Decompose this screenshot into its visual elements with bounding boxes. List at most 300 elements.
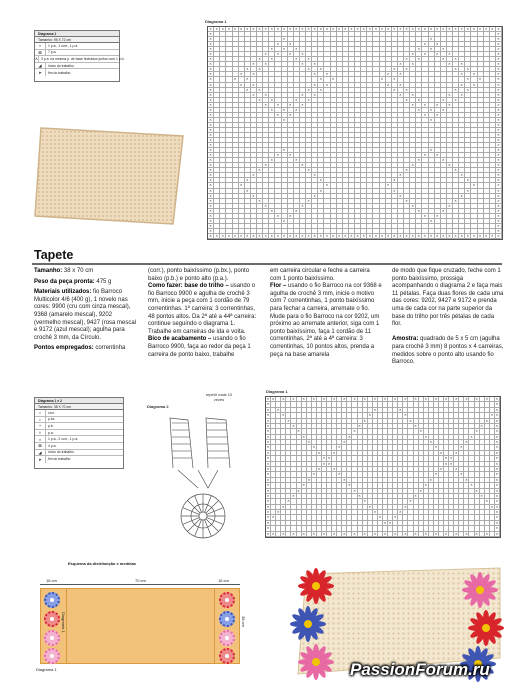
legend-title: Diagrama 1 e 2 [35, 398, 123, 404]
grid-cell: × [495, 433, 499, 439]
grid-cell: × [495, 471, 499, 477]
grid-cell: × [208, 214, 214, 219]
grid-cell: × [496, 93, 502, 98]
grid-cell: × [332, 530, 336, 536]
grid-cell: × [208, 158, 214, 163]
grid-cell: × [471, 234, 477, 239]
grid-cell: × [478, 27, 484, 32]
grid-cell: × [307, 476, 310, 482]
grid-cell: × [429, 47, 435, 52]
grid-cell: × [392, 234, 398, 239]
grid-cell: × [429, 118, 435, 123]
grid-cell: × [496, 57, 502, 62]
grid-cell: × [383, 530, 387, 536]
grid-cell: × [495, 503, 499, 509]
grid-cell: × [496, 37, 502, 42]
grid-cell: × [266, 466, 270, 471]
grid-cell: × [302, 433, 305, 439]
text-column-1: Tamanho: 38 x 70 cm Peso da peça pronta: 475 g Materiais utilizados: fio Barroco Multicolor 4/6 (400 g), 1 novelo nas cores: 9900 (cru com cinza mescal), 9368 (amarelo mescal), 9202 (vermelho mescal), 9427 (rosa mescal e 9172 (azul mescal); agulha para crochê 3 mm, da Círculo. Pontos empregados: correntinha [34, 268, 137, 352]
grid-cell: × [495, 519, 499, 525]
legend-row [35, 456, 123, 463]
grid-cell: × [332, 396, 336, 401]
grid-cell: × [496, 163, 502, 168]
grid-cell: × [353, 396, 356, 401]
grid-cell: × [312, 62, 318, 67]
legend-row [35, 423, 123, 430]
grid-cell: × [208, 209, 214, 214]
grid-cell: × [465, 439, 468, 445]
grid-cell: × [337, 234, 343, 239]
grid-cell: × [275, 42, 281, 47]
grid-cell: × [349, 27, 355, 32]
grid-cell: × [266, 482, 270, 488]
legend-symbol: • [35, 417, 46, 423]
grid-cell: × [318, 234, 324, 239]
grid-cell: × [322, 455, 326, 461]
grid-cell: × [297, 428, 300, 434]
grid-cell: × [282, 219, 288, 224]
grid-cell: × [404, 199, 410, 204]
grid-cell: × [367, 27, 373, 32]
grid-cell: × [363, 498, 366, 504]
grid-cell: × [208, 224, 214, 229]
grid-cell: × [269, 98, 275, 103]
grid-cell: × [484, 27, 490, 32]
grid-cell: × [465, 189, 471, 194]
grid-cell: × [300, 163, 306, 168]
grid-cell: × [378, 514, 382, 520]
grid-cell: × [282, 27, 288, 32]
grid-cell: × [266, 417, 270, 423]
grid-cell: × [318, 27, 324, 32]
grid-cell: × [239, 183, 245, 188]
grid-cell: × [294, 209, 300, 214]
grid-cell: × [343, 476, 346, 482]
grid-cell: × [288, 113, 294, 118]
grid-cell: × [271, 396, 275, 401]
legend-title: Diagrama 1 [35, 31, 119, 37]
grid-cell: × [496, 148, 502, 153]
grid-cell: × [263, 163, 269, 168]
grid-cell: × [368, 412, 371, 418]
grid-cell: × [465, 396, 468, 401]
grid-cell: × [275, 52, 281, 57]
grid-cell: × [495, 525, 499, 531]
grid-cell: × [257, 88, 263, 93]
grid-cell: × [266, 449, 270, 455]
grid-cell: × [294, 234, 300, 239]
grid-cell: × [306, 88, 312, 93]
grid-cell: × [441, 27, 447, 32]
grid-cell: × [495, 455, 499, 461]
grid-cell: × [361, 27, 367, 32]
grid-cell: × [233, 77, 239, 82]
grid-cell: × [394, 530, 397, 536]
grid-cell: × [208, 93, 214, 98]
scheme-flower-pink [44, 630, 60, 646]
grid-cell: × [380, 77, 386, 82]
grid-cell: × [496, 103, 502, 108]
grid-cell: × [318, 88, 324, 93]
grid-cell: × [404, 67, 410, 72]
grid-cell: × [208, 143, 214, 148]
grid-cell: × [459, 234, 465, 239]
grid-cell: × [485, 498, 488, 504]
grid-cell: × [380, 234, 386, 239]
watermark: PassionForum.ru [350, 660, 490, 679]
grid-cell: × [496, 128, 502, 133]
grid-cell: × [453, 67, 459, 72]
diagram2-spoke [187, 500, 200, 513]
legend-text: p.bx. [48, 417, 56, 422]
grid-cell: × [331, 27, 337, 32]
legend-row [35, 450, 123, 457]
legend-row [35, 43, 119, 50]
grid-cell: × [496, 98, 502, 103]
grid-cell: × [266, 530, 270, 536]
legend-text: 4 p.a. [48, 443, 57, 448]
grid-cell: × [226, 234, 232, 239]
grid-cell: × [288, 27, 294, 32]
legend-row [35, 410, 123, 417]
grid-cell: × [300, 52, 306, 57]
grid-cell: × [496, 47, 502, 52]
grid-cell: × [373, 406, 377, 412]
grid-cell: × [496, 173, 502, 178]
grid-cell: × [484, 234, 490, 239]
grid-cell: × [257, 98, 263, 103]
grid-cell: × [410, 163, 416, 168]
grid-cell: × [496, 83, 502, 88]
grid-cell: × [398, 27, 404, 32]
measure-line [40, 584, 240, 585]
legend-symbol: ➤ [35, 69, 46, 76]
legend-text: p.b. [48, 423, 54, 428]
distribution-title: Esquema da distribuição e medidas [68, 561, 137, 566]
grid-cell: × [208, 219, 214, 224]
grid-cell: × [257, 27, 263, 32]
grid-cell: × [368, 503, 371, 509]
grid-cell: × [399, 406, 402, 412]
grid-cell: × [424, 530, 427, 536]
grid-cell: × [312, 83, 318, 88]
grid-cell: × [251, 27, 257, 32]
grid-cell: × [363, 417, 366, 423]
measure-right: 16 cm [218, 578, 229, 583]
grid-cell: × [208, 62, 214, 67]
scheme-flower-blue-2 [219, 611, 235, 627]
grid-cell: × [208, 194, 214, 199]
grid-cell: × [300, 27, 306, 32]
grid-cell: × [441, 158, 447, 163]
legend-size: Tamanho: 95 X 72 cm [35, 37, 119, 43]
grid-cell: × [380, 27, 386, 32]
legend-text: 1 p.a., 2 corr., 1 p.a. [48, 437, 79, 442]
grid-cell: × [410, 93, 416, 98]
grid-cell: × [416, 209, 422, 214]
grid-cell: × [496, 204, 502, 209]
grid-cell: × [263, 62, 269, 67]
grid-cell: × [266, 455, 270, 461]
grid-cell: × [478, 234, 484, 239]
legend-text: 3 p.a. na mesma p. de base fechados juntos com 1 p.b. [40, 56, 125, 61]
grid-cell: × [266, 514, 270, 520]
grid-cell: × [424, 433, 427, 439]
scheme-height: 38 cm [241, 616, 246, 627]
grid-cell: × [266, 444, 270, 450]
grid-cell: × [302, 482, 305, 488]
scheme-flower-red-3 [219, 648, 235, 664]
grid-cell: × [220, 234, 226, 239]
grid-cell: × [220, 27, 226, 32]
legend-size: Tamanho: 38 X 70 cm [35, 404, 123, 410]
grid-cell: × [453, 98, 459, 103]
grid-cell: × [324, 72, 330, 77]
grid-cell: × [447, 52, 453, 57]
grid-cell: × [277, 406, 280, 412]
grid-cell: × [294, 108, 300, 113]
grid-cell: × [266, 460, 270, 466]
grid-cell: × [338, 444, 341, 450]
grid-cell: × [363, 530, 366, 536]
legend-diagram-1-2 [34, 397, 124, 469]
grid-cell: × [263, 103, 269, 108]
legend-row [35, 430, 123, 437]
grid-cell: × [495, 482, 499, 488]
grid-cell: × [208, 47, 214, 52]
grid-cell: × [394, 396, 397, 401]
grid-cell: × [343, 27, 349, 32]
grid-cell: × [429, 219, 435, 224]
grid-cell: × [394, 514, 397, 520]
grid-cell: × [410, 52, 416, 57]
grid-cell: × [208, 37, 214, 42]
grid-cell: × [332, 449, 336, 455]
grid-cell: × [453, 234, 459, 239]
legend-row [35, 436, 123, 443]
grid-cell: × [337, 27, 343, 32]
grid-cell: × [496, 199, 502, 204]
grid-cell: × [294, 27, 300, 32]
grid-cell: × [496, 113, 502, 118]
grid-cell: × [471, 72, 477, 77]
grid-cell: × [208, 189, 214, 194]
grid-cell: × [455, 466, 458, 471]
grid-cell: × [485, 417, 488, 423]
grid-cell: × [404, 234, 410, 239]
grid-cell: × [434, 444, 438, 450]
grid-cell: × [312, 234, 318, 239]
legend-row [35, 50, 119, 57]
grid-cell: × [449, 455, 453, 461]
grid-cell: × [269, 209, 275, 214]
grid-cell: × [208, 138, 214, 143]
grid-cell: × [434, 396, 438, 401]
grid-cell: × [245, 234, 251, 239]
legend-diagram-1 [34, 30, 125, 82]
grid-cell: × [306, 168, 312, 173]
grid-cell: × [277, 509, 280, 515]
grid-cell: × [419, 428, 422, 434]
grid-cell: × [239, 72, 245, 77]
grid-cell: × [208, 32, 214, 37]
grid-cell: × [386, 183, 392, 188]
grid-cell: × [496, 32, 502, 37]
grid-cell: × [416, 27, 422, 32]
grid-cell: × [455, 530, 458, 536]
grid-cell: × [465, 88, 471, 93]
grid-cell: × [465, 77, 471, 82]
grid-cell: × [424, 396, 427, 401]
grid-cell: × [495, 476, 499, 482]
grid-cell: × [404, 530, 407, 536]
grid-cell: × [447, 163, 453, 168]
grid-cell: × [495, 422, 499, 428]
grid-cell: × [269, 108, 275, 113]
grid-cell: × [495, 466, 499, 471]
grid-cell: × [475, 487, 478, 493]
legend-symbol: ⊠ [35, 50, 46, 56]
grid-cell: × [496, 108, 502, 113]
grid-cell: × [496, 72, 502, 77]
grid-cell: × [263, 234, 269, 239]
page-title: Tapete [34, 248, 74, 262]
grid-cell: × [257, 234, 263, 239]
grid-cell: × [429, 148, 435, 153]
grid-cell: × [245, 27, 251, 32]
grid-cell: × [465, 178, 471, 183]
diagram2-spoke [206, 500, 219, 513]
grid-cell: × [306, 57, 312, 62]
grid-cell: × [429, 234, 435, 239]
grid-cell: × [331, 77, 337, 82]
grid-cell: × [496, 234, 502, 239]
grid-cell: × [392, 88, 398, 93]
grid-cell: × [453, 57, 459, 62]
grid-cell: × [465, 67, 471, 72]
grid-cell: × [419, 487, 422, 493]
grid-cell: × [297, 487, 300, 493]
legend-symbol: × [35, 436, 46, 442]
grid-cell: × [496, 143, 502, 148]
grid-cell: × [495, 439, 499, 445]
grid-cell: × [288, 234, 294, 239]
grid-cell: × [327, 460, 331, 466]
grid-cell: × [288, 214, 294, 219]
grid-cell: × [266, 422, 270, 428]
grid-cell: × [383, 396, 387, 401]
legend-text: corr. [48, 410, 55, 415]
grid-cell: × [317, 466, 321, 471]
grid-cell: × [208, 83, 214, 88]
grid-cell: × [386, 234, 392, 239]
grid-cell: × [475, 396, 478, 401]
grid-cell: × [373, 530, 377, 536]
grid-cell: × [271, 530, 275, 536]
legend-symbol: ◢ [35, 63, 46, 69]
grid-cell: × [312, 396, 315, 401]
grid-cell: × [392, 77, 398, 82]
grid-cell: × [266, 396, 270, 401]
grid-cell: × [263, 93, 269, 98]
grid-cell: × [322, 530, 326, 536]
grid-cell: × [495, 460, 499, 466]
grid-cell: × [435, 234, 441, 239]
grid-cell: × [459, 173, 465, 178]
grid-cell: × [480, 492, 483, 498]
grid-cell: × [496, 194, 502, 199]
grid-cell: × [495, 449, 499, 455]
grid-cell: × [269, 158, 275, 163]
grid-cell: × [447, 234, 453, 239]
grid-cell: × [495, 444, 499, 450]
grid-cell: × [471, 183, 477, 188]
grid-cell: × [208, 128, 214, 133]
grid-cell: × [322, 460, 326, 466]
grid-cell: × [490, 412, 494, 418]
grid-cell: × [307, 439, 310, 445]
grid-cell: × [282, 118, 288, 123]
legend-text: 1 p.a., 1 corr., 1 p.a. [48, 43, 79, 48]
grid-cell: × [496, 52, 502, 57]
grid-cell: × [343, 439, 346, 445]
grid-cell: × [444, 455, 448, 461]
grid-cell: × [447, 93, 453, 98]
grid-cell: × [208, 204, 214, 209]
grid-cell: × [373, 234, 379, 239]
grid-cell: × [410, 234, 416, 239]
grid-cell: × [496, 133, 502, 138]
grid-cell: × [269, 57, 275, 62]
grid-cell: × [266, 476, 270, 482]
grid-cell: × [282, 37, 288, 42]
grid-cell: × [269, 47, 275, 52]
diagram2-spoke [206, 519, 219, 532]
grid-cell: × [288, 52, 294, 57]
grid-cell: × [324, 83, 330, 88]
grid-cell: × [266, 509, 270, 515]
legend-symbol: ➤ [35, 456, 46, 463]
grid-cell: × [447, 62, 453, 67]
grid-cell: × [208, 183, 214, 188]
grid-cell: × [441, 98, 447, 103]
grid-cell: × [373, 396, 377, 401]
grid-cell: × [312, 530, 315, 536]
grid-cell: × [441, 234, 447, 239]
grid-cell: × [441, 47, 447, 52]
grid-cell: × [422, 113, 428, 118]
grid-cell: × [471, 27, 477, 32]
grid-cell: × [398, 194, 404, 199]
grid-cell: × [386, 72, 392, 77]
grid-cell: × [414, 530, 417, 536]
grid-cell: × [398, 93, 404, 98]
grid-cell: × [422, 42, 428, 47]
grid-cell: × [312, 27, 318, 32]
grid-cell: × [257, 67, 263, 72]
grid-cell: × [496, 118, 502, 123]
grid-cell: × [435, 52, 441, 57]
grid-cell: × [266, 498, 270, 504]
scheme-flower-pink-3 [219, 630, 235, 646]
grid-cell: × [318, 178, 324, 183]
grid-cell: × [324, 183, 330, 188]
grid-cell: × [409, 417, 412, 423]
grid-cell: × [338, 471, 341, 477]
scheme-divider-left [66, 588, 67, 664]
grid-cell: × [208, 27, 214, 32]
grid-cell: × [496, 183, 502, 188]
